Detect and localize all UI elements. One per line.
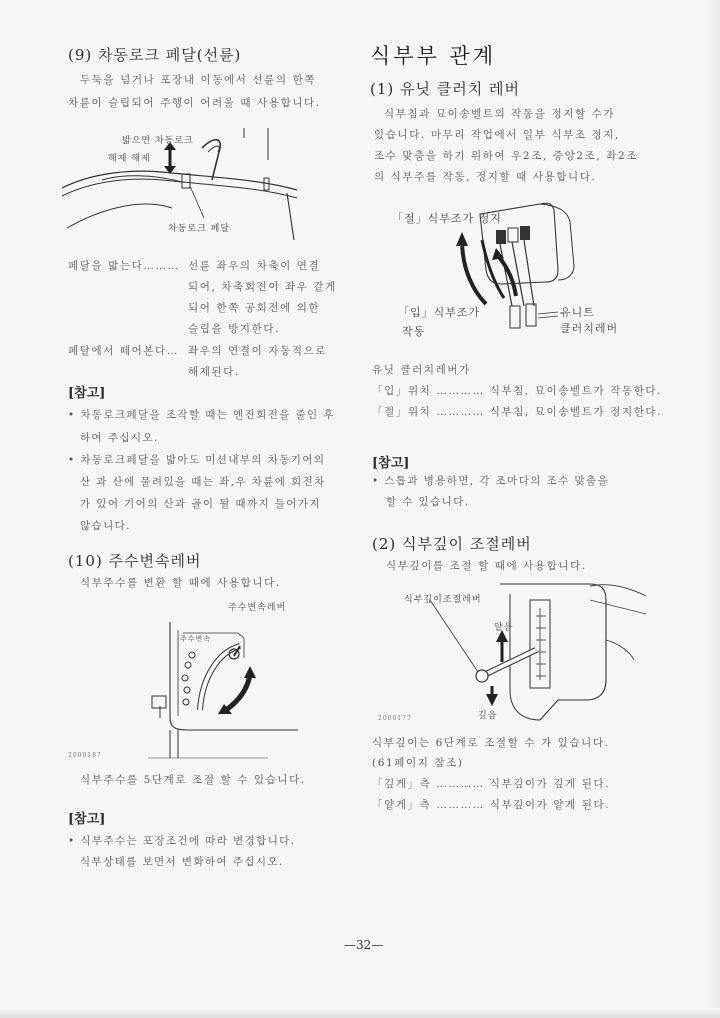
fig3-lever-label: 유니트: [560, 306, 595, 319]
reference-bullet-line: 가 있어 기어의 산과 골이 될 때까지 들어가지: [80, 498, 321, 510]
fig2-lever-label: 주수변속레버: [228, 603, 287, 613]
row-shift-lever-figure: [148, 618, 308, 758]
section-2-paragraph: 식부깊이는 6단계로 조절할 수 가 있습니다.: [372, 737, 610, 749]
fig2-code: 2000187: [68, 752, 102, 759]
fig1-label-release: 해제 해제: [108, 154, 151, 164]
step-press-desc: 되어, 차축회전이 좌우 같게: [188, 281, 337, 293]
reference-bullet-line: 않습니다.: [80, 520, 131, 532]
lever-position-on: 「입」위치 ………… 식부침, 묘이송벨트가 작동한다.: [372, 385, 663, 397]
section-10-paragraph: 식부주수를 5단계로 조절 할 수 있습니다.: [80, 774, 306, 786]
fig3-run-label: 작동: [402, 325, 426, 338]
page-number: —32—: [344, 938, 384, 952]
step-press-desc: 슬립을 방지한다.: [188, 323, 281, 335]
step-release-desc: 좌우의 연결이 자동적으로: [188, 345, 328, 357]
reference-bullet-line: 식부상태를 보면서 변화하여 주십시오.: [80, 856, 284, 868]
section-1-paragraph-line: 조수 맞춤을 하기 위하여 우2조, 중앙2조, 좌2조: [374, 150, 638, 162]
reference-bullet-line: 산 과 산에 물려있을 때는 좌,우 차륜에 회전차: [80, 476, 326, 488]
scan-bottom-band: [0, 1008, 720, 1018]
fig3-stop-label: 「절」식부조가 정지: [392, 212, 502, 225]
step-press-desc: 선륜 좌우의 차축이 연결: [188, 260, 321, 272]
reference-heading: [참고]: [372, 456, 410, 471]
fig4-shallow-label: 얕음: [494, 623, 514, 633]
section-9-paragraph-line: 두둑을 넘거나 포장내 이동에서 선륜의 한쪽: [80, 74, 317, 86]
section-2-title: (2) 식부깊이 조절레버: [372, 535, 532, 553]
section-9-paragraph-line: 차륜이 슬립되어 주행이 어려울 때 사용합니다.: [68, 97, 321, 109]
fig2-inner-label: 주수변속: [180, 635, 212, 643]
fig4-lever-label: 식부깊이조절레버: [404, 595, 482, 605]
reference-bullet-line: 하여 주십시오.: [80, 432, 159, 444]
reference-heading: [참고]: [68, 386, 106, 401]
depth-shallow-line: 「얕게」측 ………… 식부깊이가 얕게 된다.: [372, 799, 611, 811]
depth-deep-line: 「깊게」측 ………… 식부깊이가 깊게 된다.: [372, 778, 611, 790]
section-10-paragraph: 식부주수를 변환 할 때에 사용합니다.: [80, 577, 281, 589]
step-release-desc: 해제된다.: [188, 366, 240, 378]
fig3-lever-label: 클러치레버: [560, 322, 619, 335]
lever-position-off: 「절」위치 ………… 식부침, 묘이송벨트가 정지한다.: [372, 406, 663, 418]
page-title: 식부부 관계: [370, 44, 497, 68]
fig1-label-pedal: 차동로크 페달: [168, 224, 231, 234]
reference-bullet-line: • 차동로크페달을 조작할 때는 엔진회전을 줄인 후: [68, 409, 335, 421]
section-2-paragraph: (61페이지 참조): [372, 757, 464, 769]
section-1-paragraph-line: 의 식부주를 작동, 정지할 때 사용합니다.: [374, 171, 597, 183]
reference-heading: [참고]: [68, 812, 106, 827]
fig3-run-label: 「입」식부조가: [398, 306, 481, 319]
section-2-paragraph: 식부깊이를 조절 할 때에 사용합니다.: [386, 560, 587, 572]
lever-positions-heading: 유닛 클러치레버가: [372, 364, 471, 376]
step-press-key: 페달을 밟는다………: [68, 260, 180, 272]
reference-bullet-line: 할 수 있습니다.: [386, 496, 470, 508]
section-1-title: (1) 유닛 클러치 레버: [370, 80, 520, 98]
section-9-title: (9) 차동로크 페달(선륜): [68, 46, 242, 64]
reference-bullet-line: • 스톱과 병용하면, 각 조마다의 조수 맞춤을: [372, 475, 609, 487]
section-10-title: (10) 주수변속레버: [68, 552, 202, 570]
scan-edge-shadow: [706, 0, 720, 1018]
reference-bullet-line: • 차동로크페달을 밟아도 미션내부의 차동기어의: [68, 454, 326, 466]
fig1-label-press: 밟으면 차동로크: [122, 136, 194, 146]
step-release-key: 페달에서 떼어본다…: [68, 345, 179, 357]
section-1-paragraph-line: 식부침과 묘이송벨트의 작동을 정지할 수가: [384, 108, 616, 120]
fig4-deep-label: 깊음: [478, 711, 498, 721]
fig4-code: 2000177: [378, 715, 412, 722]
reference-bullet-line: • 식부주수는 포장조건에 따라 변경합니다.: [68, 835, 296, 847]
step-press-desc: 되어 한쪽 공회전에 의한: [188, 302, 321, 314]
section-1-paragraph-line: 있습니다. 마무리 작업에서 일부 식부조 정지,: [374, 129, 620, 141]
